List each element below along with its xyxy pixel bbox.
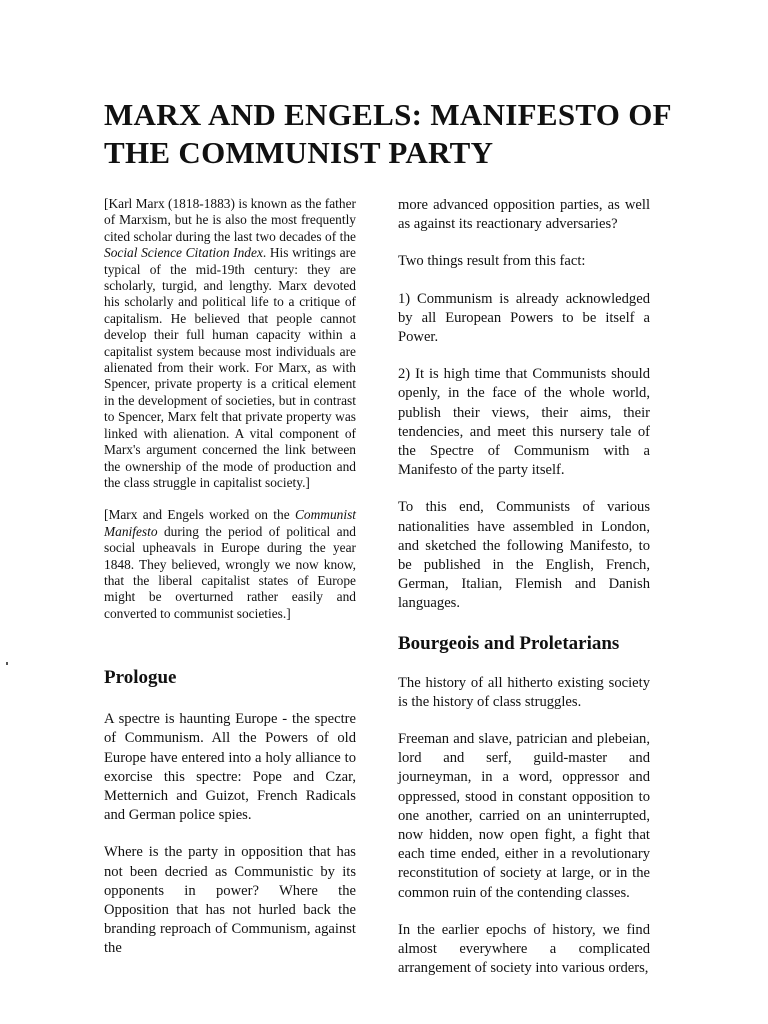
paragraph-point-1: 1) Communism is already acknowledged by all European Powers to be itself a Power. (398, 290, 650, 346)
bourgeois-heading: Bourgeois and Proletarians (398, 632, 620, 654)
paragraph-continued: more advanced opposition parties, as well as against its reactionary adversaries? (398, 197, 650, 233)
left-column (104, 196, 356, 977)
intro-note-marx-text-b: . His writings are typical of the mid-19th century: they are scholarly, turgid, and lengthy. Marx devoted his scholarly and political life to a critique of capitalism. He believed that people cannot develop their full human capacity within a capitalist system because most individuals are alienated from their work. For Marx, as with Spencer, private property is a critical element in the development of societies, but in contrast to Spencer, Marx felt that private property was linked with alienation. A vital component of Marx's argument concerned the link between the ownership of the mode of production and the class struggle in capitalist society.] (104, 245, 356, 490)
paragraph-epochs: In the earlier epochs of history, we find almost everywhere a complicated arrangement of society into various orders, (398, 921, 650, 977)
intro-note-manifesto-text-a: [Marx and Engels worked on the (104, 507, 295, 523)
intro-note-marx-text-a: [Karl Marx (1818-1883) is known as the father of Marxism, but he is also the most frequently cited scholar during the last two decades of the (104, 196, 356, 244)
paragraph-history: The history of all hitherto existing society is the history of class struggles. (398, 674, 650, 710)
paragraph-two-things: Two things result from this fact: (398, 253, 586, 270)
paragraph-freeman: Freeman and slave, patrician and plebeian, lord and serf, guild-master and journeyman, in a word, oppressor and oppressed, stood in constant opposition to one another, carried on an uninterrupted, now hidden, now open fight, a fight that each time ended, either in a revolutionary reconstitution of society at large, or in the common ruin of the contending classes. (398, 731, 650, 901)
prologue-paragraph-spectre: A spectre is haunting Europe - the spectre of Communism. All the Powers of old Europe have entered into a holy alliance to exorcise this spectre: Pope and Czar, Metternich and Guizot, French Radicals and German police spies. (104, 711, 356, 824)
right-column (398, 196, 650, 997)
manifesto-title: Communist Manifesto (104, 507, 356, 539)
paragraph-to-this-end: To this end, Communists of various nationalities have assembled in London, and sketched the following Manifesto, to be published in the English, French, German, Italian, Flemish and Danish languages. (398, 499, 650, 612)
intro-note-manifesto-text-b: during the period of political and social upheavals in Europe during the year 1848. They believed, wrongly we now know, that the liberal capitalist states of Europe might be overturned rather easily and converted to communist societies.] (104, 523, 356, 621)
prologue-paragraph-opposition: Where is the party in opposition that has not been decried as Communistic by its opponents in power? Where the Opposition that has not hurled back the branding reproach of Communism, against the (104, 844, 356, 957)
citation-index-title: Social Science Citation Index (104, 245, 263, 261)
intro-note-manifesto (104, 507, 356, 622)
prologue-heading: Prologue (104, 667, 177, 689)
intro-note-marx (104, 196, 356, 491)
scan-speck (6, 662, 8, 665)
paragraph-point-2: 2) It is high time that Communists should openly, in the face of the whole world, publish their views, their aims, their tendencies, and meet this nursery tale of the Spectre of Communism with a Manifesto of the party itself. (398, 366, 650, 479)
page-title: MARX AND ENGELS: MANIFESTO OF THE COMMUNIST PARTY (104, 97, 671, 170)
